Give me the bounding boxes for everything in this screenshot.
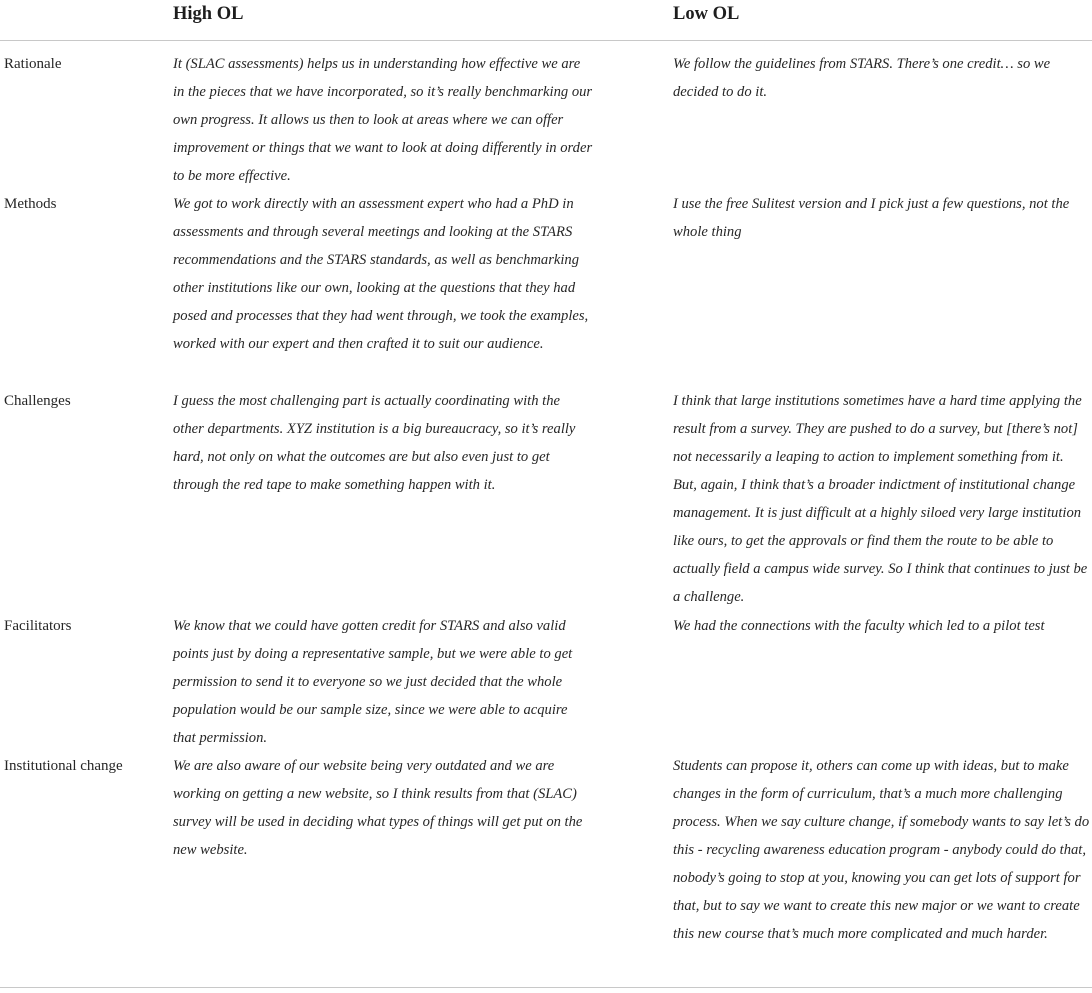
high-ol-cell: We know that we could have gotten credit for STARS and also valid points just by doing a representative sample, but we were able to get permission to send it to everyone so we just decided that the whole population would be our sample size, since we were able to acquire that permission. [173,618,573,746]
high-ol-cell: I guess the most challenging part is actually coordinating with the other departments. XYZ institution is a big bureaucracy, so it’s really hard, not only on what the outcomes are but also even just to get through the red tape to make something happen with it. [173,393,576,493]
column-header-high-ol: High OL [173,4,244,24]
high-ol-cell: It (SLAC assessments) helps us in understanding how effective we are in the pieces that we have incorporated, so it’s really benchmarking our own progress. It allows us then to look at areas where we can offer improvement or things that we want to look at doing differently in order to be more effective. [173,56,593,184]
low-ol-cell: I think that large institutions sometimes have a hard time applying the result from a survey. They are pushed to do a survey, but [there’s not] not necessarily a leaping to action to implement something from it. But, again, I think that’s a broader indictment of institutional change management. It is just difficult at a highly siloed very large institution like ours, to get the approvals or find them the route to be able to actually field a campus wide survey. So I think that continues to just be a challenge. [673,393,1088,605]
row-label: Challenges [4,393,71,409]
low-ol-cell: We follow the guidelines from STARS. There’s one credit… so we decided to do it. [673,56,1051,100]
high-ol-cell: We are also aware of our website being very outdated and we are working on getting a new website, so I think results from that (SLAC) survey will be used in deciding what types of things will get put on the new website. [173,758,583,858]
low-ol-cell: I use the free Sulitest version and I pick just a few questions, not the whole thing [673,196,1070,240]
low-ol-cell: Students can propose it, others can come up with ideas, but to make changes in the form of curriculum, that’s a much more challenging process. When we say culture change, if somebody wants to say let’s do this - recycling awareness education program - anybody could do that, nobody’s going to stop at you, knowing you can get lots of support for that, but to say we want to create this new major or we want to create this new course that’s much more complicated and much harder. [673,758,1090,942]
column-header-low-ol: Low OL [673,4,740,24]
row-label: Methods [4,196,57,212]
high-ol-cell: We got to work directly with an assessment expert who had a PhD in assessments and through several meetings and looking at the STARS recommendations and the STARS standards, as well as benchmarking other institutions like our own, looking at the questions that they had posed and processes that they had went through, we took the examples, worked with our expert and then crafted it to suit our audience. [173,196,589,352]
row-label: Rationale [4,56,62,72]
row-label: Institutional change [4,758,123,774]
row-label: Facilitators [4,618,72,634]
table-bottom-rule [0,987,1092,988]
table-header [0,0,1092,41]
low-ol-cell: We had the connections with the faculty which led to a pilot test [673,618,1045,634]
